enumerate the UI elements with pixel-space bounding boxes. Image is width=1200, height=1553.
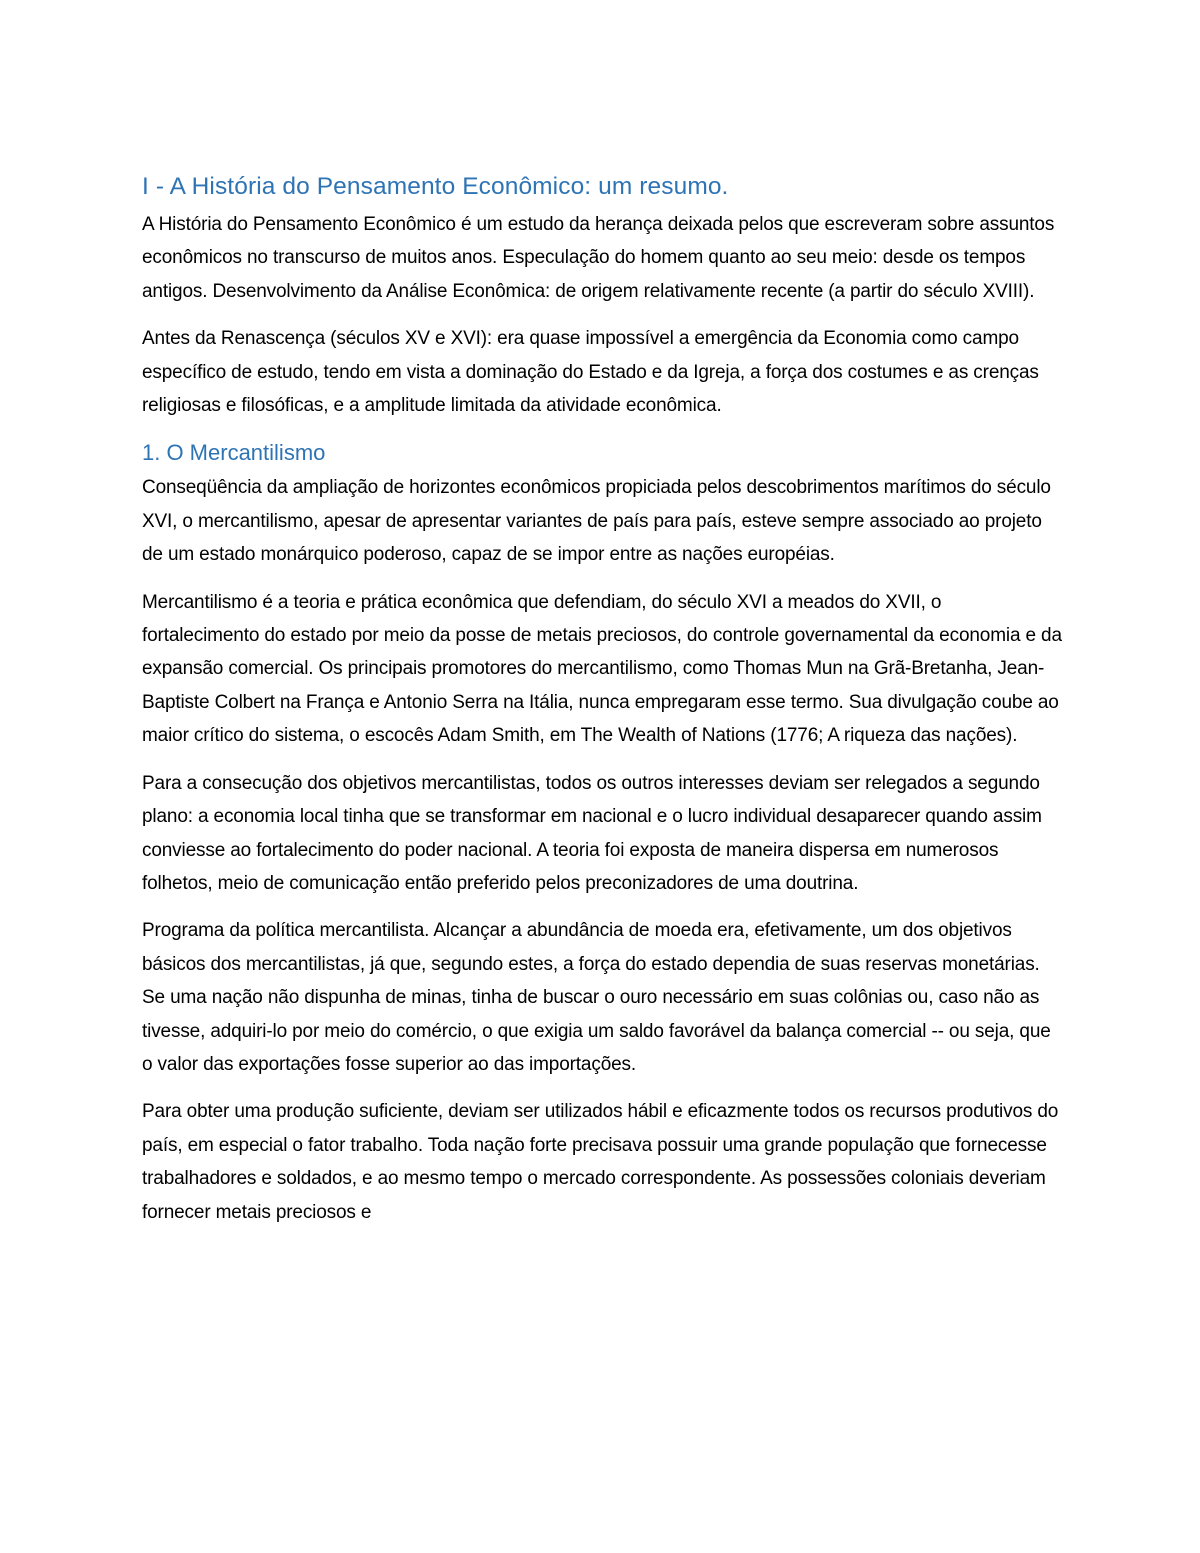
- document-title: I - A História do Pensamento Econômico: um resumo.: [142, 173, 729, 200]
- paragraph-intro-1: A História do Pensamento Econômico é um estudo da herança deixada pelos que escreveram sobre assuntos econômicos no transcurso de muitos anos. Especulação do homem quanto ao seu meio: desde os tempos antigos. Desenvolvimento da Análise Econômica: de origem relativamente recente (a partir do século XVIII).: [142, 214, 1055, 302]
- section-heading-mercantilismo: 1. O Mercantilismo: [142, 440, 326, 466]
- document-page: [142, 170, 1062, 1243]
- paragraph-section-5: Para obter uma produção suficiente, deviam ser utilizados hábil e eficazmente todos os recursos produtivos do país, em especial o fator trabalho. Toda nação forte precisava possuir uma grande população que fornecesse trabalhadores e soldados, e ao mesmo tempo o mercado correspondente. As possessões coloniais deveriam fornecer metais preciosos e: [142, 1101, 1059, 1223]
- paragraph-section-3: Para a consecução dos objetivos mercantilistas, todos os outros interesses deviam ser relegados a segundo plano: a economia local tinha que se transformar em nacional e o lucro individual desaparecer quando assim conviesse ao fortalecimento do poder nacional. A teoria foi exposta de maneira dispersa em numerosos folhetos, meio de comunicação então preferido pelos preconizadores de uma doutrina.: [142, 772, 1042, 894]
- paragraph-section-2: Mercantilismo é a teoria e prática econômica que defendiam, do século XVI a meados do XVII, o fortalecimento do estado por meio da posse de metais preciosos, do controle governamental da economia e da expansão comercial. Os principais promotores do mercantilismo, como Thomas Mun na Grã-Bretanha, Jean-Baptiste Colbert na França e Antonio Serra na Itália, nunca empregaram esse termo. Sua divulgação coube ao maior crítico do sistema, o escocês Adam Smith, em The Wealth of Nations (1776; A riqueza das nações).: [142, 591, 1062, 747]
- paragraph-section-4: Programa da política mercantilista. Alcançar a abundância de moeda era, efetivamente, um dos objetivos básicos dos mercantilistas, já que, segundo estes, a força do estado dependia de suas reservas monetárias. Se uma nação não dispunha de minas, tinha de buscar o ouro necessário em suas colônias ou, caso não as tivesse, adquiri-lo por meio do comércio, o que exigia um saldo favorável da balança comercial -- ou seja, que o valor das exportações fosse superior ao das importações.: [142, 920, 1051, 1075]
- paragraph-section-1: Conseqüência da ampliação de horizontes econômicos propiciada pelos descobrimentos marítimos do século XVI, o mercantilismo, apesar de apresentar variantes de país para país, esteve sempre associado ao projeto de um estado monárquico poderoso, capaz de se impor entre as nações européias.: [142, 477, 1051, 566]
- paragraph-intro-2: Antes da Renascença (séculos XV e XVI): era quase impossível a emergência da Economia como campo específico de estudo, tendo em vista a dominação do Estado e da Igreja, a força dos costumes e as crenças religiosas e filosóficas, e a amplitude limitada da atividade econômica.: [142, 328, 1039, 417]
